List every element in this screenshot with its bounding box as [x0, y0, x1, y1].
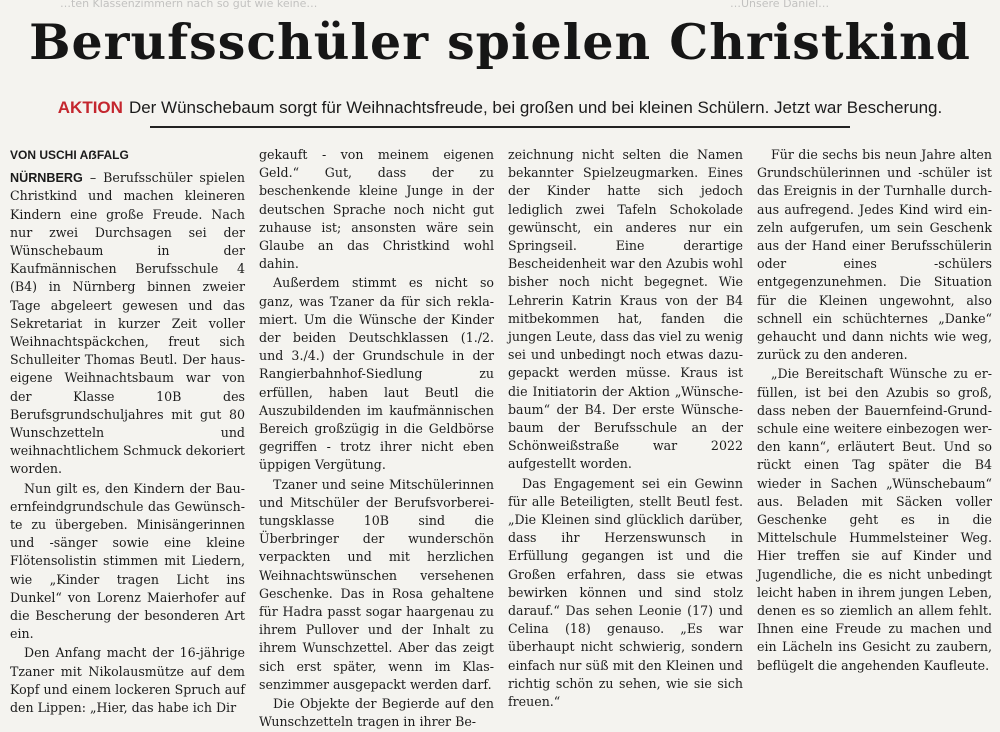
paragraph: Tzaner und seine Mitschülerinnen und Mitschüler der Berufsvorbereitungsklasse 10B sind die Überbringer der wunderschön verpackten und mit herzlichen Weihnachtswünschen versehenen Geschenke. Das in Rosa gehaltene für Hadra passt sogar haargenau zu ihrem Pullover und der Inhalt zu ihrem Wunschzettel. Aber das zeigt sich erst später, wenn im Klassenzimmer ausgepackt werden darf. [259, 476, 494, 692]
subline [40, 97, 960, 119]
paragraph-text: – Berufsschüler spielen Christkind und machen kleineren Kindern eine große Freude. Nach nur zwei Durchsagen sei der Wünschebaum in der Kaufmännischen Berufsschule 4 (B4) in Nürnberg binnen zweier Tage abgeleert gewesen und das Sekretariat in kurzer Zeit voller Weihnachtspäckchen, freut sich Schulleiter Thomas Beutl. Der hauseigene Weihnachtsbaum war von der Klasse 10B des Berufsgrundschuljahres mit gut 80 Wunschzetteln und weihnachtlichem Schmuck dekoriert worden. [10, 170, 245, 477]
subline-text: Der Wünschebaum sorgt für Weihnachtsfreude, bei großen und bei kleinen Schülern. Jetzt war Bescherung. [128, 98, 943, 117]
paragraph [10, 169, 245, 478]
column-1 [10, 146, 245, 716]
article-body [10, 146, 992, 730]
paragraph: zeichnung nicht selten die Namen bekannter Spielzeugmarken. Eines der Kinder hatte sich jedoch lediglich zwei Tafeln Schokolade gewünscht, ein anderes nur ein Springseil. Eine derartige Bescheidenheit war den Azubis wohl bisher noch nicht begegnet. Wie Lehrerin Katrin Kraus von der B4 mitbekommen hat, fanden die jungen Leute, dass das viel zu wenig sei und unbedingt noch etwas dazugepackt werden müsse. Kraus ist die Initiatorin der Aktion „Wünschebaum“ der B4. Der erste Wünschebaum der Berufsschule an der Schönweißstraße war 2022 aufgestellt worden. [508, 147, 743, 472]
paragraph: Nun gilt es, den Kindern der Bauernfeindgrundschule das Gewünschte zu übergeben. Minisängerinnen und -sänger sowie eine kleine Flötensolistin stimmen mit Liedern, wie „Kinder tragen Licht ins Dunkel“ von Lorenz Maierhofer auf die Bescherung der besonderen Art ein. [10, 480, 245, 642]
bleed-right: …Unsere Daniel… [730, 0, 830, 10]
paragraph: gekauft - von meinem eigenen Geld.“ Gut, dass der zu beschenkende kleine Junge in der deutschen Sprache noch nicht gut zuhause ist; ansonsten wäre sein Glaube an das Christkind wohl dahin. [259, 147, 494, 272]
bleed-left: …ten Klassenzimmern nach so gut wie keine… [60, 0, 318, 10]
column-2 [259, 146, 494, 730]
dateline: NÜRNBERG [10, 171, 83, 186]
kicker-label: AKTION [57, 98, 123, 117]
paragraph: Das Engagement sei ein Gewinn für alle Beteiligten, stellt Beutl fest. „Die Kleinen sind glücklich darüber, dass ihr Herzenswunsch in Erfüllung gegangen ist und die Großen erfahren, dass sie etwas bewirken können und sind stolz darauf.“ Das sehen Leonie (17) und Celina (18) genauso. „Es war überhaupt nicht schwierig, sondern einfach nur süß mit den Kleinen und richtig schön zu sehen, wie sie sich freuen.“ [508, 475, 743, 710]
paragraph: Für die sechs bis neun Jahre alten Grundschülerinnen und -schüler ist das Ereignis in der Turnhalle durchaus aufregend. Jedes Kind wird einzeln aufgerufen, um sein Geschenk aus der Hand einer Berufsschülerin oder eines -schülers entgegenzunehmen. Die Situation für die Kleinen ungewohnt, also schnell ein schüchternes „Danke“ gehaucht und dann nichts wie weg, zurück zu den anderen. [757, 147, 992, 363]
column-3 [508, 146, 743, 710]
column-4 [757, 146, 992, 673]
headline: Berufsschüler spielen Christkind [29, 13, 971, 71]
paragraph: Den Anfang macht der 16-jährige Tzaner mit Nikolausmütze auf dem Kopf und einem lockeren Spruch auf den Lippen: „Hier, das habe ich Dir [10, 645, 245, 716]
headline-rule [150, 126, 850, 128]
byline: VON USCHI AẞFALG [10, 148, 129, 162]
paragraph: Außerdem stimmt es nicht so ganz, was Tzaner da für sich reklamiert. Um die Wünsche der Kinder der beiden Deutschklassen (1./2. und 3./4.) der Grundschule in der Rangierbahnhof-Siedlung zu erfüllen, haben laut Beutl die Auszubildenden im kaufmännischen Bereich großzügig in die Geldbörse gegriffen - trotz ihrer nicht eben üppigen Vergütung. [259, 275, 494, 473]
paragraph: Die Objekte der Begierde auf den Wunschzetteln tragen in ihrer Be- [259, 696, 494, 730]
paragraph: „Die Bereitschaft Wünsche zu erfüllen, ist bei den Azubis so groß, dass neben der Bauernfeind-Grundschule eine weitere einbezogen werden kann“, erläutert Beut. Und so rückt einen Tag später die B4 wieder in Sachen „Wünschebaum“ aus. Beladen mit Säcken voller Geschenke geht es in die Mittelschule Hummelsteiner Weg. Hier treffen sie auf Kinder und Jugendliche, die es nicht unbedingt leicht haben in ihrem jungen Leben, denen es so ziemlich an allem fehlt. Ihnen eine Freude zu machen und ein Lächeln ins Gesicht zu zaubern, beflügelt die angehenden Kaufleute. [757, 366, 992, 673]
